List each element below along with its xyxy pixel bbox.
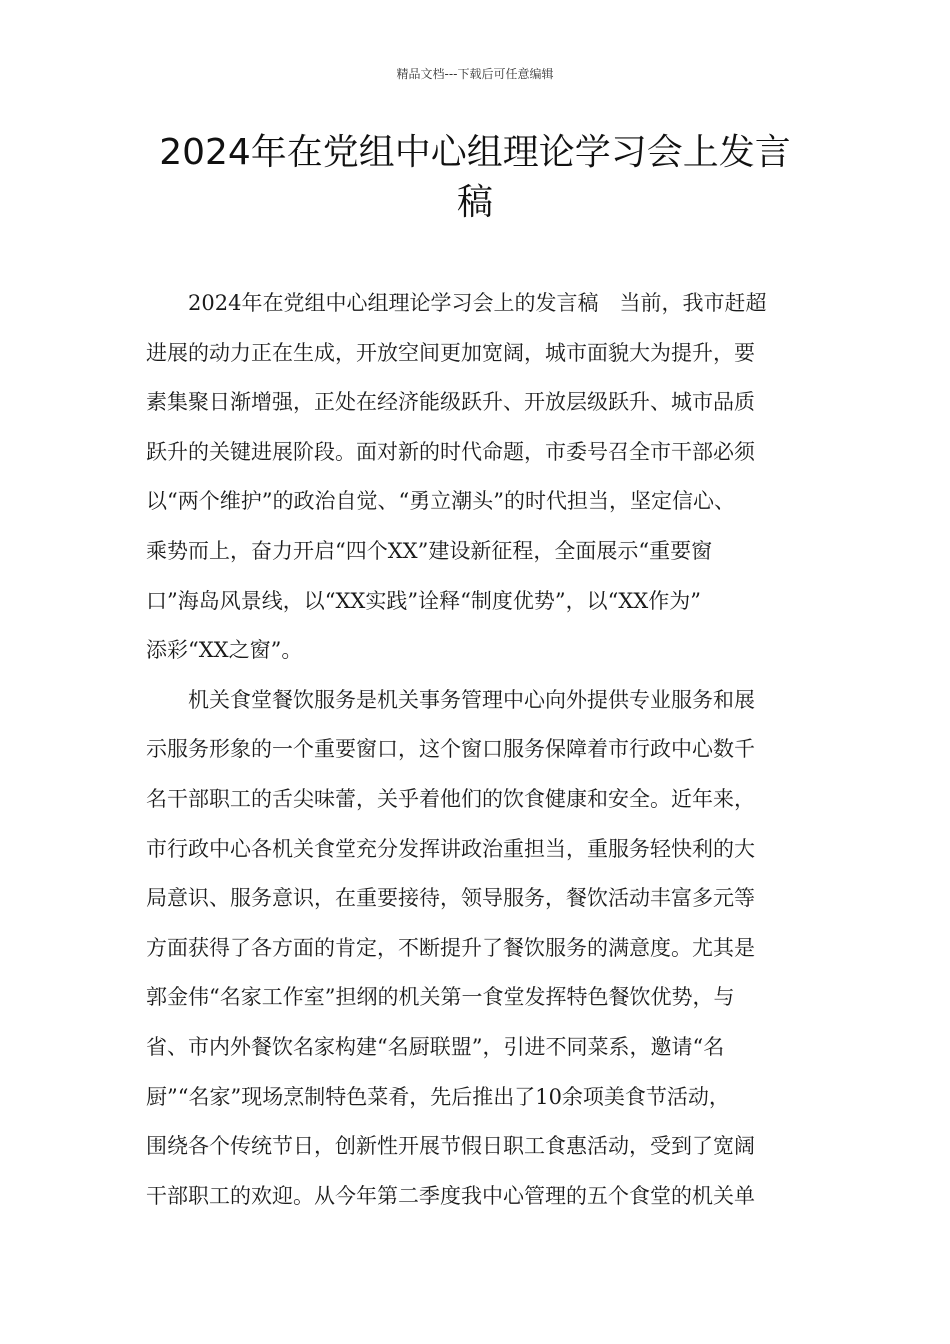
paragraph-2-line-3: 名干部职工的舌尖味蕾，关乎着他们的饮食健康和安全。近年来， <box>146 786 755 811</box>
paragraph-1-line-2: 进展的动力正在生成，开放空间更加宽阔，城市面貌大为提升，要 <box>146 340 755 365</box>
paragraph-2-line-8: 省、市内外餐饮名家构建“名厨联盟”，引进不同菜系，邀请“名 <box>146 1034 725 1059</box>
document-title-line-1: 2024年在党组中心组理论学习会上发言 <box>159 132 791 173</box>
paragraph-2-line-6: 方面获得了各方面的肯定，不断提升了餐饮服务的满意度。尤其是 <box>146 935 755 960</box>
paragraph-1-line-4: 跃升的关键进展阶段。面对新的时代命题，市委号召全市干部必须 <box>146 439 755 464</box>
paragraph-2-line-10: 围绕各个传统节日，创新性开展节假日职工食惠活动，受到了宽阔 <box>146 1134 755 1159</box>
document-title <box>120 128 830 228</box>
paragraph-1-line-5: 以“两个维护”的政治自觉、“勇立潮头”的时代担当，坚定信心、 <box>146 489 735 514</box>
document-body <box>146 279 810 1221</box>
paragraph-2-line-7: 郭金伟“名家工作室”担纲的机关第一食堂发挥特色餐饮优势，与 <box>146 985 735 1010</box>
paragraph-1-line-8: 添彩“XX之窗”。 <box>146 638 303 663</box>
paragraph-1-line-6: 乘势而上，奋力开启“四个XX”建设新征程，全面展示“重要窗 <box>146 538 713 563</box>
document-title-line-2: 稿 <box>456 182 493 223</box>
paragraph-2-line-4: 市行政中心各机关食堂充分发挥讲政治重担当，重服务轻快利的大 <box>146 836 755 861</box>
paragraph-2-line-11: 干部职工的欢迎。从今年第二季度我中心管理的五个食堂的机关单 <box>146 1183 755 1208</box>
paragraph-2-line-9: 厨”“名家”现场烹制特色菜肴，先后推出了10余项美食节活动， <box>146 1084 730 1109</box>
paragraph-2-line-2: 示服务形象的一个重要窗口，这个窗口服务保障着市行政中心数千 <box>146 737 755 762</box>
paragraph-1-line-3: 素集聚日渐增强，正处在经济能级跃升、开放层级跃升、城市品质 <box>146 390 755 415</box>
paragraph-1-line-1: 2024年在党组中心组理论学习会上的发言稿 当前，我市赶超 <box>188 291 767 315</box>
paragraph-1-line-7: 口”海岛风景线，以“XX实践”诠释“制度优势”，以“XX作为” <box>146 588 701 613</box>
paragraph-2-line-1: 机关食堂餐饮服务是机关事务管理中心向外提供专业服务和展 <box>188 687 755 712</box>
page-header: 精品文档---下载后可任意编辑 <box>396 67 554 81</box>
paragraph-2-line-5: 局意识、服务意识，在重要接待，领导服务，餐饮活动丰富多元等 <box>146 886 755 911</box>
